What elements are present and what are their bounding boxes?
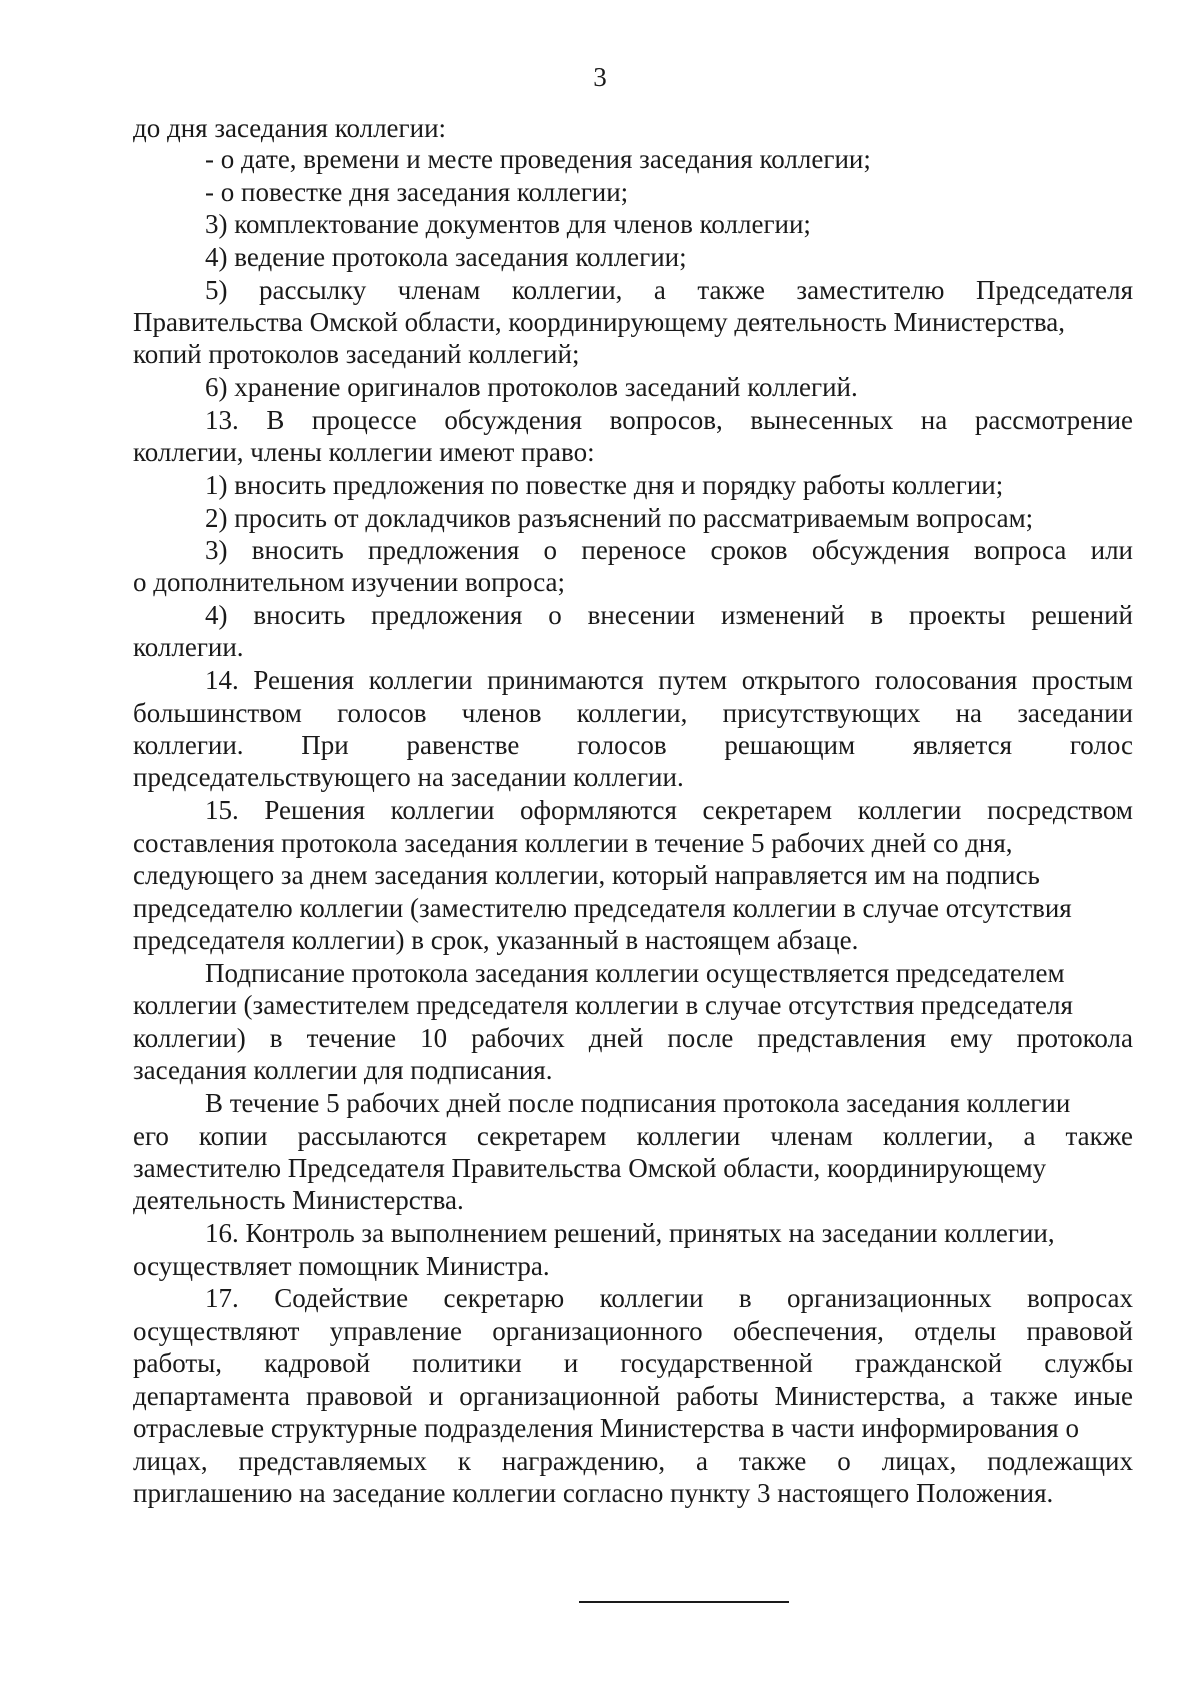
text-line: 4) вносить предложения о внесении изменений в проекты решений xyxy=(205,600,1133,630)
text-line: 4) ведение протокола заседания коллегии; xyxy=(205,242,687,272)
text-line: до дня заседания коллегии: xyxy=(133,113,447,143)
text-line: В течение 5 рабочих дней после подписания протокола заседания коллегии xyxy=(205,1088,1071,1118)
end-separator-line xyxy=(579,1601,789,1603)
text-line: деятельность Министерства. xyxy=(133,1185,464,1215)
text-line: большинством голосов членов коллегии, присутствующих на заседании xyxy=(133,698,1133,728)
text-line: коллегии (заместителем председателя коллегии в случае отсутствия председателя xyxy=(133,990,1073,1020)
text-line: 2) просить от докладчиков разъяснений по рассматриваемым вопросам; xyxy=(205,503,1034,533)
text-line: работы, кадровой политики и государственной гражданской службы xyxy=(133,1348,1133,1378)
text-line: коллегии. xyxy=(133,632,244,662)
text-line: осуществляет помощник Министра. xyxy=(133,1251,550,1281)
text-line: 13. В процессе обсуждения вопросов, вынесенных на рассмотрение xyxy=(205,405,1133,435)
text-line: копий протоколов заседаний коллегий; xyxy=(133,339,580,369)
text-line: 5) рассылку членам коллегии, а также заместителю Председателя xyxy=(205,275,1133,305)
text-line: осуществляют управление организационного обеспечения, отделы правовой xyxy=(133,1316,1133,1346)
text-line: Правительства Омской области, координирующему деятельность Министерства, xyxy=(133,307,1066,337)
text-line: следующего за днем заседания коллегии, который направляется им на подпись xyxy=(133,860,1040,890)
text-line: председателю коллегии (заместителю председателя коллегии в случае отсутствия xyxy=(133,893,1072,923)
page-number: 3 xyxy=(593,62,607,92)
text-line: заседания коллегии для подписания. xyxy=(133,1055,553,1085)
text-line: 16. Контроль за выполнением решений, принятых на заседании коллегии, xyxy=(205,1218,1055,1248)
text-line: 17. Содействие секретарю коллегии в организационных вопросах xyxy=(205,1283,1133,1313)
text-line: председательствующего на заседании коллегии. xyxy=(133,762,684,792)
text-line: лицах, представляемых к награждению, а также о лицах, подлежащих xyxy=(133,1446,1133,1476)
text-line: приглашению на заседание коллегии согласно пункту 3 настоящего Положения. xyxy=(133,1478,1054,1508)
text-line: о дополнительном изучении вопроса; xyxy=(133,567,565,597)
text-line: департамента правовой и организационной работы Министерства, а также иные xyxy=(133,1381,1133,1411)
text-line: коллегии, члены коллегии имеют право: xyxy=(133,437,595,467)
text-line: 6) хранение оригиналов протоколов заседаний коллегий. xyxy=(205,372,858,402)
text-line: 3) вносить предложения о переносе сроков обсуждения вопроса или xyxy=(205,535,1133,565)
text-line: составления протокола заседания коллегии в течение 5 рабочих дней со дня, xyxy=(133,828,1013,858)
text-line: 3) комплектование документов для членов коллегии; xyxy=(205,209,811,239)
text-line: коллегии) в течение 10 рабочих дней после представления ему протокола xyxy=(133,1023,1133,1053)
text-line: отраслевые структурные подразделения Министерства в части информирования о xyxy=(133,1413,1079,1443)
text-line: заместителю Председателя Правительства Омской области, координирующему xyxy=(133,1153,1047,1183)
text-line: председателя коллегии) в срок, указанный в настоящем абзаце. xyxy=(133,925,859,955)
text-line: - о повестке дня заседания коллегии; xyxy=(205,177,629,207)
text-line: 14. Решения коллегии принимаются путем открытого голосования простым xyxy=(205,665,1133,695)
text-line: его копии рассылаются секретарем коллегии членам коллегии, а также xyxy=(133,1121,1133,1151)
text-line: - о дате, времени и месте проведения заседания коллегии; xyxy=(205,144,871,174)
text-line: 15. Решения коллегии оформляются секретарем коллегии посредством xyxy=(205,795,1133,825)
text-line: Подписание протокола заседания коллегии осуществляется председателем xyxy=(205,958,1065,988)
text-line: коллегии. При равенстве голосов решающим является голос xyxy=(133,730,1133,760)
text-line: 1) вносить предложения по повестке дня и порядку работы коллегии; xyxy=(205,470,1004,500)
